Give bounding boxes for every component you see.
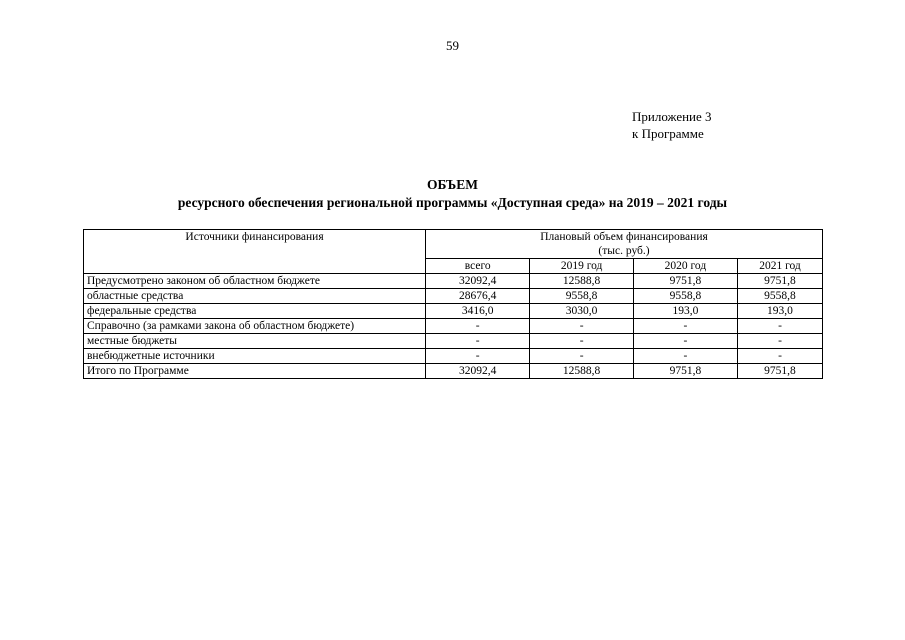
cell-2021: 193,0 <box>737 304 822 319</box>
column-header-2021: 2021 год <box>737 259 822 274</box>
cell-2021: - <box>737 349 822 364</box>
row-label: Итого по Программе <box>84 364 426 379</box>
cell-2020: 193,0 <box>633 304 737 319</box>
table-row <box>84 289 823 304</box>
appendix-note <box>632 108 712 142</box>
cell-2021: - <box>737 319 822 334</box>
plan-header-line-1: Плановый объем финансирования <box>540 231 708 243</box>
cell-2021: 9751,8 <box>737 274 822 289</box>
cell-total: 28676,4 <box>426 289 530 304</box>
row-label: федеральные средства <box>84 304 426 319</box>
cell-total: - <box>426 334 530 349</box>
plan-header-line-2: (тыс. руб.) <box>598 245 650 257</box>
cell-2019: - <box>530 319 633 334</box>
table-row <box>84 334 823 349</box>
cell-2020: - <box>633 349 737 364</box>
cell-2019: 9558,8 <box>530 289 633 304</box>
row-label: внебюджетные источники <box>84 349 426 364</box>
table-row <box>84 274 823 289</box>
cell-2020: 9751,8 <box>633 364 737 379</box>
title-line-1: ОБЪЕМ <box>427 177 478 192</box>
table-header-row <box>84 230 823 259</box>
column-header-total: всего <box>426 259 530 274</box>
cell-total: 32092,4 <box>426 364 530 379</box>
cell-2021: - <box>737 334 822 349</box>
cell-2019: 3030,0 <box>530 304 633 319</box>
cell-2019: 12588,8 <box>530 274 633 289</box>
appendix-line-2: к Программе <box>632 126 704 141</box>
cell-2021: 9751,8 <box>737 364 822 379</box>
row-label: Предусмотрено законом об областном бюджете <box>84 274 426 289</box>
cell-total: - <box>426 319 530 334</box>
cell-2020: - <box>633 334 737 349</box>
document-title <box>0 176 905 212</box>
cell-total: 3416,0 <box>426 304 530 319</box>
column-header-2020: 2020 год <box>633 259 737 274</box>
plan-column-header <box>426 230 823 259</box>
appendix-line-1: Приложение 3 <box>632 109 712 124</box>
column-header-2019: 2019 год <box>530 259 633 274</box>
cell-total: - <box>426 349 530 364</box>
row-label: областные средства <box>84 289 426 304</box>
cell-2020: 9751,8 <box>633 274 737 289</box>
row-label: местные бюджеты <box>84 334 426 349</box>
cell-total: 32092,4 <box>426 274 530 289</box>
cell-2019: - <box>530 334 633 349</box>
table-row <box>84 349 823 364</box>
page-number: 59 <box>446 38 459 53</box>
table-row <box>84 319 823 334</box>
cell-2020: - <box>633 319 737 334</box>
cell-2020: 9558,8 <box>633 289 737 304</box>
table-row <box>84 364 823 379</box>
title-line-2: ресурсного обеспечения региональной программы «Доступная среда» на 2019 – 2021 годы <box>177 195 728 210</box>
funding-table <box>83 229 823 379</box>
cell-2019: - <box>530 349 633 364</box>
row-label: Справочно (за рамками закона об областном бюджете) <box>84 319 426 334</box>
table-row <box>84 304 823 319</box>
source-column-header: Источники финансирования <box>84 230 426 274</box>
cell-2021: 9558,8 <box>737 289 822 304</box>
cell-2019: 12588,8 <box>530 364 633 379</box>
